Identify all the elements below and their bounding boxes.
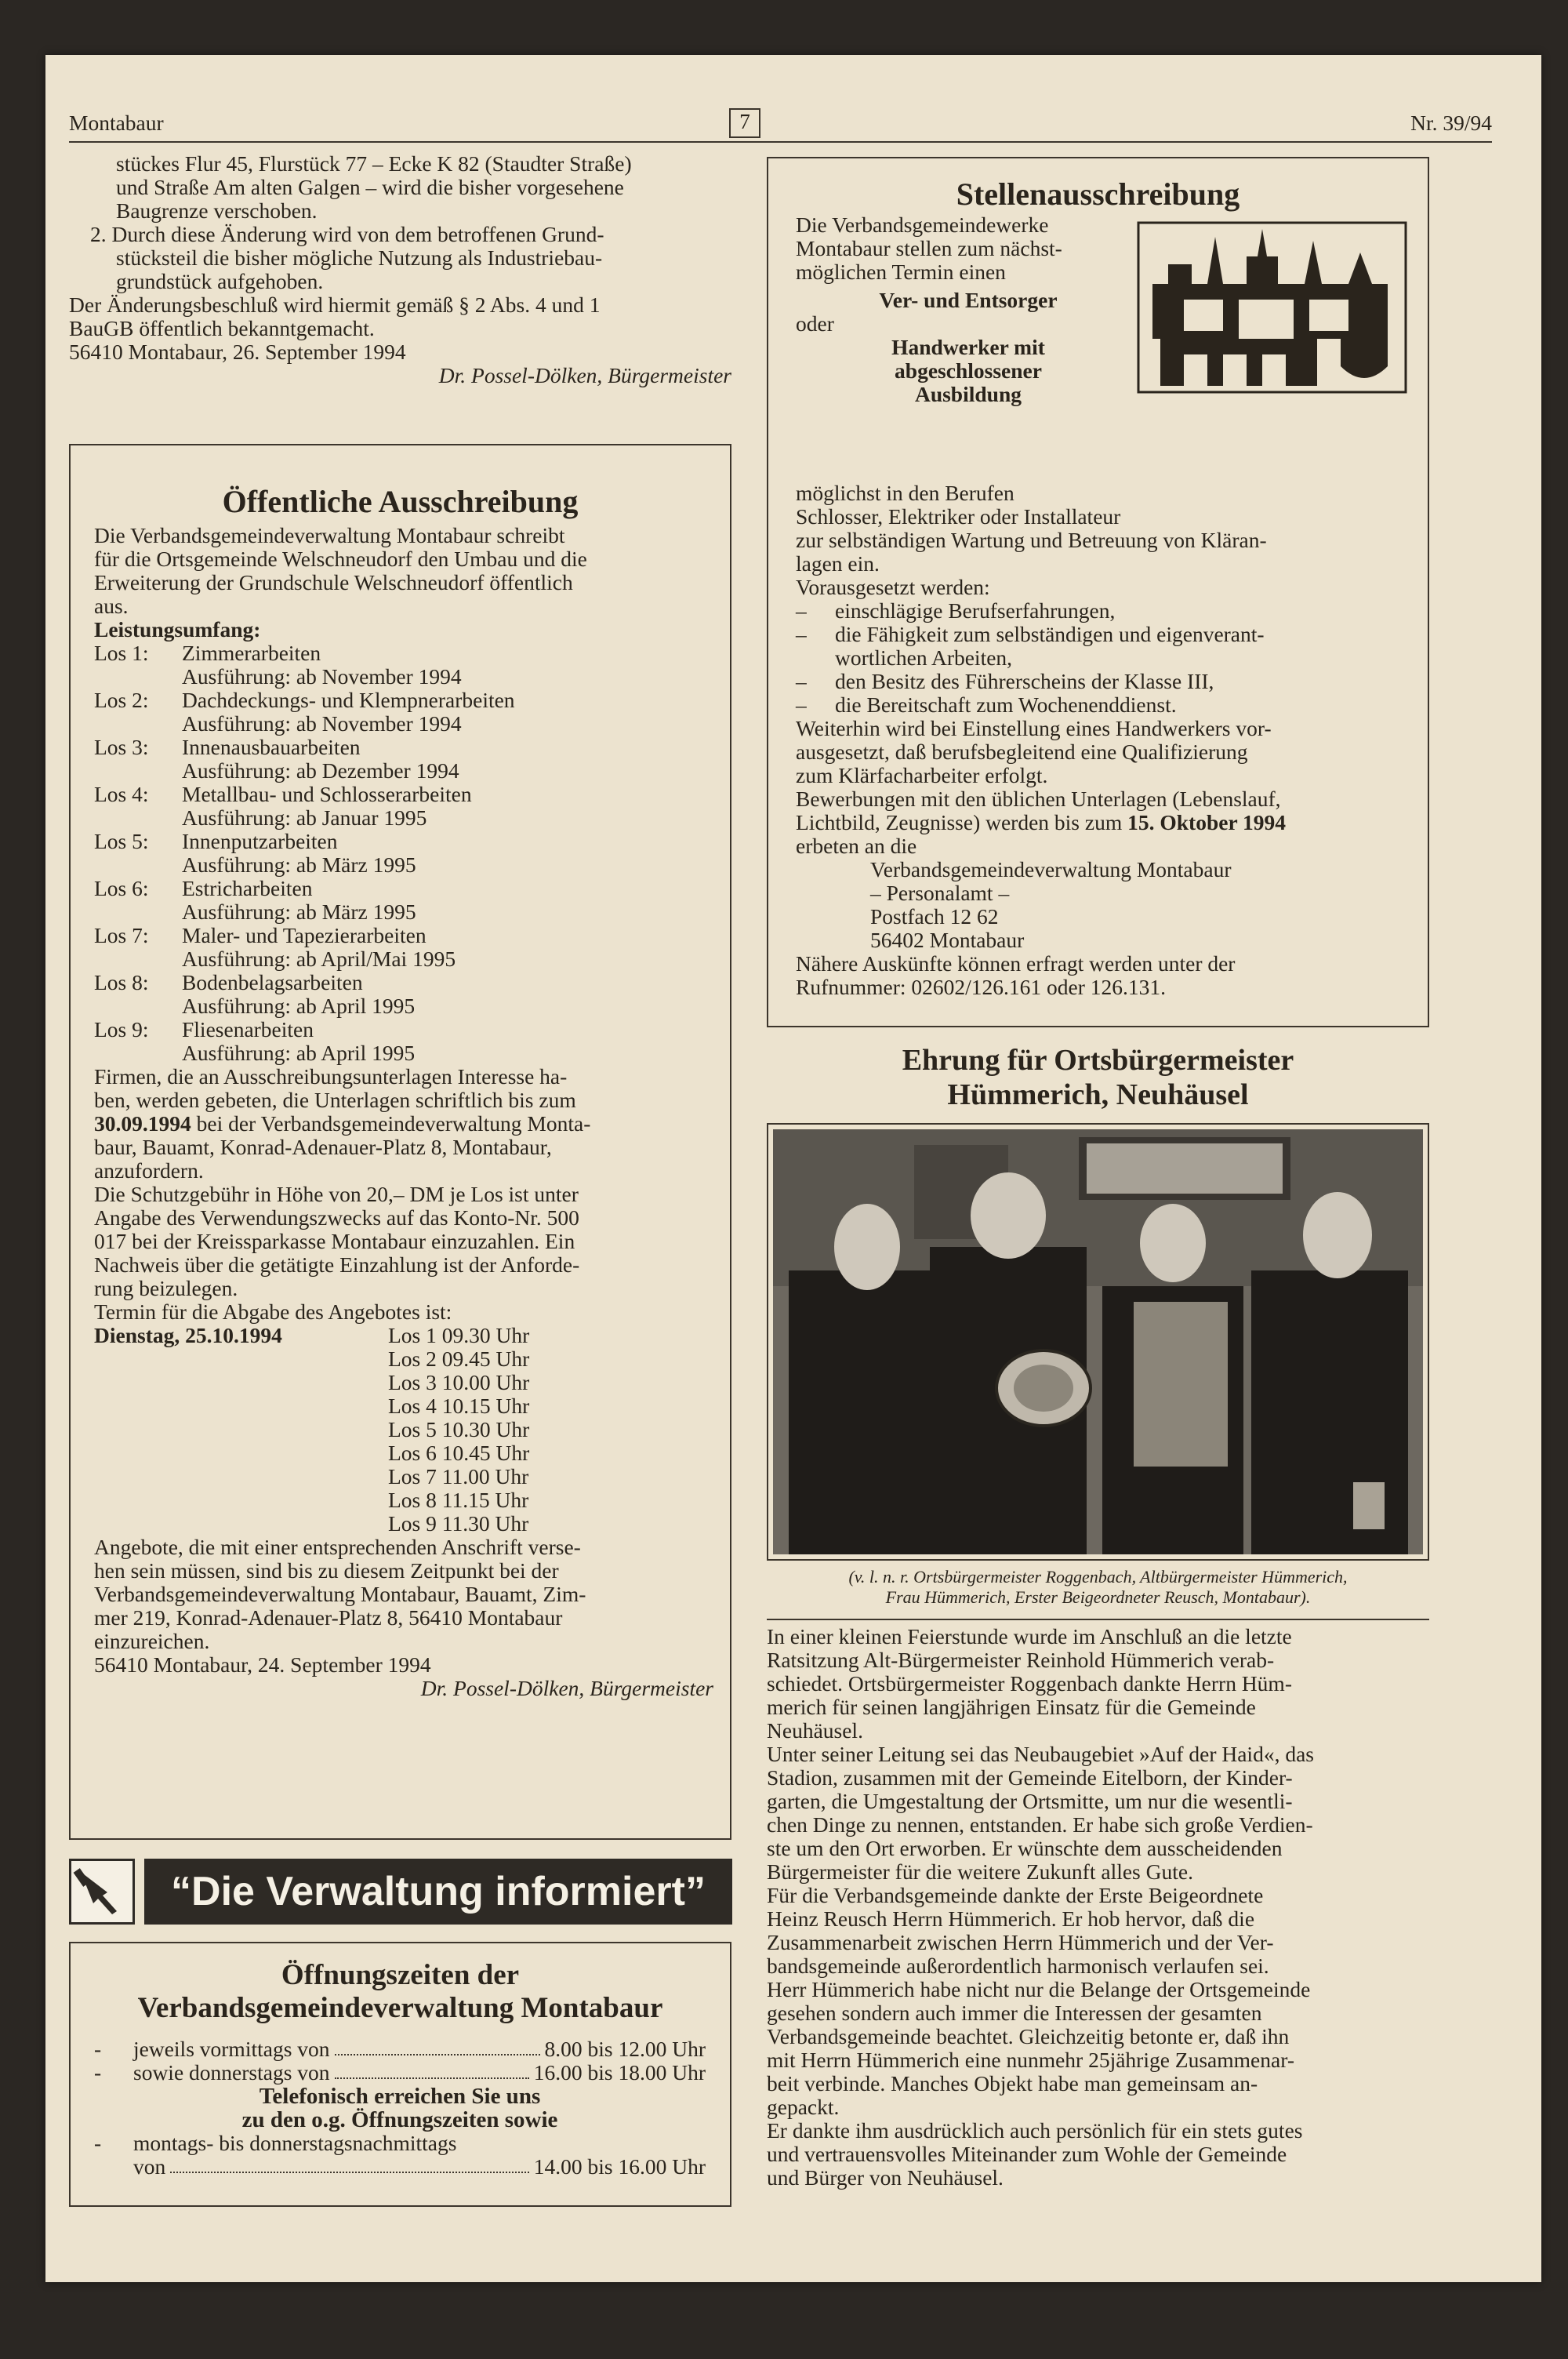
text-line: Nachweis über die getätigte Einzahlung ist der Anforde- <box>94 1252 580 1277</box>
photo-frame <box>767 1123 1429 1561</box>
los-date: Ausführung: ab November 1994 <box>182 711 462 736</box>
oeffnungszeiten-box <box>69 1942 731 2207</box>
los-date-row <box>94 853 713 877</box>
hours-row <box>94 2155 706 2179</box>
los-date: Ausführung: ab April 1995 <box>182 1041 416 1065</box>
leistung-label: Leistungsumfang: <box>94 617 261 642</box>
los-date: Ausführung: ab April 1995 <box>182 994 416 1018</box>
text-line: merich für seinen langjährigen Einsatz für die Gemeinde <box>767 1695 1256 1719</box>
los-date-row <box>94 947 713 971</box>
text-line: gesehen sondern auch immer die Interessen der gesamten <box>767 2001 1262 2025</box>
text-line: grundstück aufgehoben. <box>116 269 324 293</box>
termin-time: Los 7 11.00 Uhr <box>388 1464 529 1488</box>
text-line: Die Schutzgebühr in Höhe von 20,– DM je Los ist unter <box>94 1182 579 1206</box>
los-date-row <box>94 1041 713 1065</box>
header-rule <box>69 141 1492 143</box>
text-line: schiedet. Ortsbürgermeister Roggenbach dankte Herrn Hüm- <box>767 1671 1292 1696</box>
oeffnung-title-2: Verbandsgemeindeverwaltung Montabaur <box>137 1992 663 2024</box>
text-line: Weiterhin wird bei Einstellung eines Handwerkers vor- <box>796 716 1272 740</box>
signature: Dr. Possel-Dölken, Bürgermeister <box>438 363 731 387</box>
los-row <box>94 830 713 853</box>
los-date-row <box>94 900 713 924</box>
termin-time: Los 2 09.45 Uhr <box>388 1347 530 1371</box>
text-line: zur selbständigen Wartung und Betreuung von Kläran- <box>796 528 1267 552</box>
los-row <box>94 1018 713 1041</box>
hours-time: 8.00 bis 12.00 Uhr <box>544 2037 706 2061</box>
hours-time: 14.00 bis 16.00 Uhr <box>533 2154 706 2179</box>
position-2: Handwerker mit <box>891 335 1045 359</box>
termin-date: Dienstag, 25.10.1994 <box>94 1323 282 1347</box>
text-span: bei der Verbandsgemeindeverwaltung Monta- <box>191 1111 591 1136</box>
hours-label: von <box>133 2154 166 2179</box>
text-line: Erweiterung der Grundschule Welschneudorf öffentlich <box>94 570 573 594</box>
text-line: Firmen, die an Ausschreibungsunterlagen Interesse ha- <box>94 1064 568 1089</box>
los-date: Ausführung: ab Januar 1995 <box>182 805 427 830</box>
text-line: Montabaur stellen zum nächst- <box>796 236 1062 260</box>
text-line: und vertrauensvolles Miteinander zum Wohle der Gemeinde <box>767 2142 1287 2166</box>
los-date-row <box>94 665 713 689</box>
los-row <box>94 924 713 947</box>
ehrung-title-1: Ehrung für Ortsbürgermeister <box>902 1044 1294 1077</box>
text-line: Verbandsgemeindeverwaltung Montabaur, Bauamt, Zim- <box>94 1582 586 1606</box>
stelle-intro <box>796 213 1141 406</box>
hours-row: - sowie donnerstags von 16.00 bis 18.00 Uhr <box>94 2060 706 2085</box>
page-number: 7 <box>729 108 760 138</box>
los-date-row <box>94 759 713 783</box>
text-line: einzureichen. <box>94 1629 210 1653</box>
requirement-item: – einschlägige Berufserfahrungen, <box>796 598 1116 623</box>
termin-time: Los 9 11.30 Uhr <box>388 1511 529 1536</box>
text-line: 2. Durch diese Änderung wird von dem betroffenen Grund- <box>90 222 604 246</box>
text-line: Der Änderungsbeschluß wird hiermit gemäß § 2 Abs. 4 und 1 <box>69 293 601 317</box>
telefon-note-1: Telefonisch erreichen Sie uns <box>259 2084 541 2109</box>
los-work: Innenausbauarbeiten <box>182 735 361 759</box>
requirement-item <box>796 646 1407 670</box>
text-line: Unter seiner Leitung sei das Neubaugebiet »Auf der Haid«, das <box>767 1742 1314 1766</box>
text-line: Angebote, die mit einer entsprechenden Anschrift verse- <box>94 1535 581 1559</box>
text-line: zum Klärfacharbeiter erfolgt. <box>796 763 1048 787</box>
text-span: Lichtbild, Zeugnisse) werden bis zum <box>796 810 1128 834</box>
los-date-row <box>94 806 713 830</box>
los-work: Maler- und Tapezierarbeiten <box>182 923 426 947</box>
hours-row: - jeweils vormittags von 8.00 bis 12.00 Uhr <box>94 2037 706 2061</box>
requirement-text: einschlägige Berufserfahrungen, <box>835 598 1116 623</box>
text-line: Bürgermeister für die weitere Zukunft alles Gute. <box>767 1859 1193 1884</box>
text-line: In einer kleinen Feierstunde wurde im Anschluß an die letzte <box>767 1624 1292 1648</box>
oeffnung-body: - jeweils vormittags von 8.00 bis 12.00 Uhr - sowie donnerstags von 16.00 bis 18.00 Uhr Telefonisch erreichen Sie uns zu den o.g. Öffnungszeiten sowie - montags- bis donnerstagsnachmittags von 14.00 bis 16.00 Uhr <box>94 2037 706 2179</box>
requirement-item: – den Besitz des Führerscheins der Klasse III, <box>796 669 1214 693</box>
text-line: Verbandsgemeinde beachtet. Gleichzeitig betonte er, daß ihn <box>767 2024 1290 2048</box>
text-line: Zusammenarbeit zwischen Herrn Hümmerich und der Ver- <box>767 1930 1274 1954</box>
telefon-note-2: zu den o.g. Öffnungszeiten sowie <box>241 2107 558 2132</box>
caption-line: (v. l. n. r. Ortsbürgermeister Roggenbach, Altbürgermeister Hümmerich, <box>848 1567 1348 1587</box>
text-line: für die Ortsgemeinde Welschneudorf den Umbau und die <box>94 547 587 571</box>
text-line: BauGB öffentlich bekanntgemacht. <box>69 316 375 340</box>
text-line: und Straße Am alten Galgen – wird die bisher vorgesehene <box>116 175 624 199</box>
text-line: stücksteil die bisher mögliche Nutzung als Industriebau- <box>116 245 603 270</box>
text-line: aus. <box>94 594 129 618</box>
position-1: Ver- und Entsorger <box>879 288 1058 312</box>
requirement-item: – die Fähigkeit zum selbständigen und eigenverant- <box>796 622 1265 646</box>
los-work: Dachdeckungs- und Klempnerarbeiten <box>182 688 515 712</box>
text-line: Herr Hümmerich habe nicht nur die Belange der Ortsgemeinde <box>767 1977 1311 2001</box>
los-number: Los 8: <box>94 970 149 994</box>
requirement-text: wortlichen Arbeiten, <box>835 645 1013 670</box>
text-line: bandsgemeinde außerordentlich harmonisch verlaufen sei. <box>767 1954 1269 1978</box>
los-number: Los 6: <box>94 876 149 900</box>
stelle-title: Stellenausschreibung <box>956 176 1240 212</box>
text-line: Für die Verbandsgemeinde dankte der Erste Beigeordnete <box>767 1883 1264 1907</box>
los-number: Los 5: <box>94 829 149 853</box>
newspaper-page <box>45 55 1541 2282</box>
place-date: 56410 Montabaur, 24. September 1994 <box>94 1652 431 1677</box>
header-town: Montabaur <box>69 111 164 135</box>
los-row <box>94 736 713 759</box>
deadline-date: 15. Oktober 1994 <box>1127 810 1287 834</box>
text-line: Er dankte ihm ausdrücklich auch persönlich für ein stets gutes <box>767 2118 1303 2143</box>
los-work: Innenputzarbeiten <box>182 829 338 853</box>
los-row <box>94 689 713 712</box>
text-line: 017 bei der Kreissparkasse Montabaur einzuzahlen. Ein <box>94 1229 575 1253</box>
text-line: ausgesetzt, daß berufsbegleitend eine Qualifizierung <box>796 740 1248 764</box>
text-line: Ratsitzung Alt-Bürgermeister Reinhold Hümmerich verab- <box>767 1648 1275 1672</box>
text-line: Baugrenze verschoben. <box>116 198 318 223</box>
text-line: Neuhäusel. <box>767 1718 863 1743</box>
text-line: lagen ein. <box>796 551 880 576</box>
termin-time: Los 3 10.00 Uhr <box>388 1370 530 1394</box>
requirement-text: die Bereitschaft zum Wochenenddienst. <box>835 692 1177 717</box>
oeffnung-title-1: Öffnungszeiten der <box>281 1959 520 1991</box>
text-line: mit Herrn Hümmerich eine nunmehr 25jährige Zusammenar- <box>767 2048 1294 2072</box>
text-line: Heinz Reusch Herrn Hümmerich. Er hob hervor, daß die <box>767 1906 1255 1931</box>
group-photo <box>773 1129 1423 1554</box>
text-line: garten, die Umgestaltung der Ortsmitte, um nur die wesentli- <box>767 1789 1293 1813</box>
los-date: Ausführung: ab März 1995 <box>182 852 416 877</box>
text-line: erbeten an die <box>796 834 917 858</box>
los-row <box>94 971 713 994</box>
text-line: ben, werden gebeten, die Unterlagen schriftlich bis zum <box>94 1088 576 1112</box>
text-line: Bewerbungen mit den üblichen Unterlagen (Lebenslauf, <box>796 787 1281 811</box>
hand-pointing-icon <box>71 1861 132 1922</box>
text-line: und Bürger von Neuhäusel. <box>767 2165 1004 2190</box>
termin-time: Los 5 10.30 Uhr <box>388 1417 530 1441</box>
hours-label: sowie donnerstags von <box>133 2060 330 2085</box>
address-line: Postfach 12 62 <box>870 904 999 929</box>
text-line: Stadion, zusammen mit der Gemeinde Eitelborn, der Kinder- <box>767 1765 1293 1790</box>
caption-rule <box>767 1619 1429 1620</box>
ehrung-article <box>767 1625 1429 2190</box>
signature: Dr. Possel-Dölken, Bürgermeister <box>420 1676 713 1700</box>
position-2: Ausbildung <box>914 382 1022 406</box>
text-line: Die Verbandsgemeindeverwaltung Montabaur schreibt <box>94 523 565 547</box>
termin-time: Los 6 10.45 Uhr <box>388 1441 530 1465</box>
termin-time: Los 1 09.30 Uhr <box>388 1323 530 1347</box>
los-number: Los 2: <box>94 688 149 712</box>
text-line: Schlosser, Elektriker oder Installateur <box>796 504 1121 529</box>
caption-line: Frau Hümmerich, Erster Beigeordneter Reusch, Montabaur). <box>885 1587 1311 1607</box>
text-line: stückes Flur 45, Flurstück 77 – Ecke K 82 (Staudter Straße) <box>116 151 632 176</box>
text-line: Vorausgesetzt werden: <box>796 575 990 599</box>
los-date-row <box>94 994 713 1018</box>
los-date: Ausführung: ab April/Mai 1995 <box>182 947 456 971</box>
los-number: Los 9: <box>94 1017 149 1041</box>
banner-verwaltung-informiert: “Die Verwaltung informiert” <box>144 1859 732 1925</box>
address-line: 56402 Montabaur <box>870 928 1025 952</box>
los-date: Ausführung: ab Dezember 1994 <box>182 758 459 783</box>
ausschreibung-box <box>69 444 731 1840</box>
requirement-item: – die Bereitschaft zum Wochenenddienst. <box>796 692 1177 717</box>
address-line: Verbandsgemeindeverwaltung Montabaur <box>870 857 1232 881</box>
los-work: Zimmerarbeiten <box>182 641 321 665</box>
top-left-article <box>69 152 731 387</box>
text-line: ste um den Ort erworben. Er wünschte dem ausscheidenden <box>767 1836 1283 1860</box>
requirement-text: die Fähigkeit zum selbständigen und eigenverant- <box>835 622 1265 646</box>
text-line: baur, Bauamt, Konrad-Adenauer-Platz 8, Montabaur, <box>94 1135 552 1159</box>
los-row <box>94 642 713 665</box>
text-line: mer 219, Konrad-Adenauer-Platz 8, 56410 Montabaur <box>94 1605 563 1630</box>
los-work: Estricharbeiten <box>182 876 313 900</box>
stelle-body <box>796 482 1407 999</box>
los-row <box>94 877 713 900</box>
los-work: Metallbau- und Schlosserarbeiten <box>182 782 472 806</box>
ausschreibung-body <box>94 524 713 1700</box>
oder-text: oder <box>796 311 834 336</box>
hours-label: jeweils vormittags von <box>133 2037 330 2061</box>
text-line: Die Verbandsgemeindewerke <box>796 213 1049 237</box>
deadline-date: 30.09.1994 <box>94 1111 191 1136</box>
hours-label: montags- bis donnerstagsnachmittags <box>133 2131 457 2155</box>
text-line: chen Dinge zu nennen, entstanden. Er habe sich große Verdien- <box>767 1812 1313 1837</box>
text-line: beit verbinde. Manches Objekt habe man gemeinsam an- <box>767 2071 1258 2095</box>
text-line: rung beizulegen. <box>94 1276 238 1300</box>
text-line: gepackt. <box>767 2095 840 2119</box>
banner-icon-box <box>69 1859 135 1925</box>
los-date: Ausführung: ab März 1995 <box>182 900 416 924</box>
los-date: Ausführung: ab November 1994 <box>182 664 462 689</box>
text-line: hen sein müssen, sind bis zu diesem Zeitpunkt bei der <box>94 1558 559 1583</box>
los-number: Los 3: <box>94 735 149 759</box>
text-line: anzufordern. <box>94 1158 204 1183</box>
ehrung-title-2: Hümmerich, Neuhäusel <box>947 1078 1249 1111</box>
montabaur-town-logo <box>1137 221 1407 394</box>
los-row <box>94 783 713 806</box>
requirement-text: den Besitz des Führerscheins der Klasse III, <box>835 669 1214 693</box>
los-number: Los 1: <box>94 641 149 665</box>
los-work: Fliesenarbeiten <box>182 1017 314 1041</box>
los-work: Bodenbelagsarbeiten <box>182 970 363 994</box>
address-line: – Personalamt – <box>870 881 1010 905</box>
text-line: möglichst in den Berufen <box>796 481 1014 505</box>
position-2: abgeschlossener <box>895 358 1042 383</box>
los-number: Los 4: <box>94 782 149 806</box>
los-number: Los 7: <box>94 923 149 947</box>
stellenausschreibung-box <box>767 157 1429 1027</box>
text-line: Angabe des Verwendungszwecks auf das Konto-Nr. 500 <box>94 1205 579 1230</box>
ausschreibung-title: Öffentliche Ausschreibung <box>222 484 579 519</box>
text-line: Nähere Auskünfte können erfragt werden unter der <box>796 951 1236 976</box>
text-line: möglichen Termin einen <box>796 260 1006 284</box>
termin-table <box>94 1324 713 1536</box>
los-date-row <box>94 712 713 736</box>
photo-caption <box>767 1567 1429 1608</box>
text-line: Rufnummer: 02602/126.161 oder 126.131. <box>796 975 1167 999</box>
termin-time: Los 8 11.15 Uhr <box>388 1488 529 1512</box>
termin-label: Termin für die Abgabe des Angebotes ist: <box>94 1299 452 1324</box>
termin-time: Los 4 10.15 Uhr <box>388 1394 530 1418</box>
text-line: 56410 Montabaur, 26. September 1994 <box>69 340 406 364</box>
hours-time: 16.00 bis 18.00 Uhr <box>533 2060 706 2085</box>
issue-number: Nr. 39/94 <box>1410 111 1492 135</box>
